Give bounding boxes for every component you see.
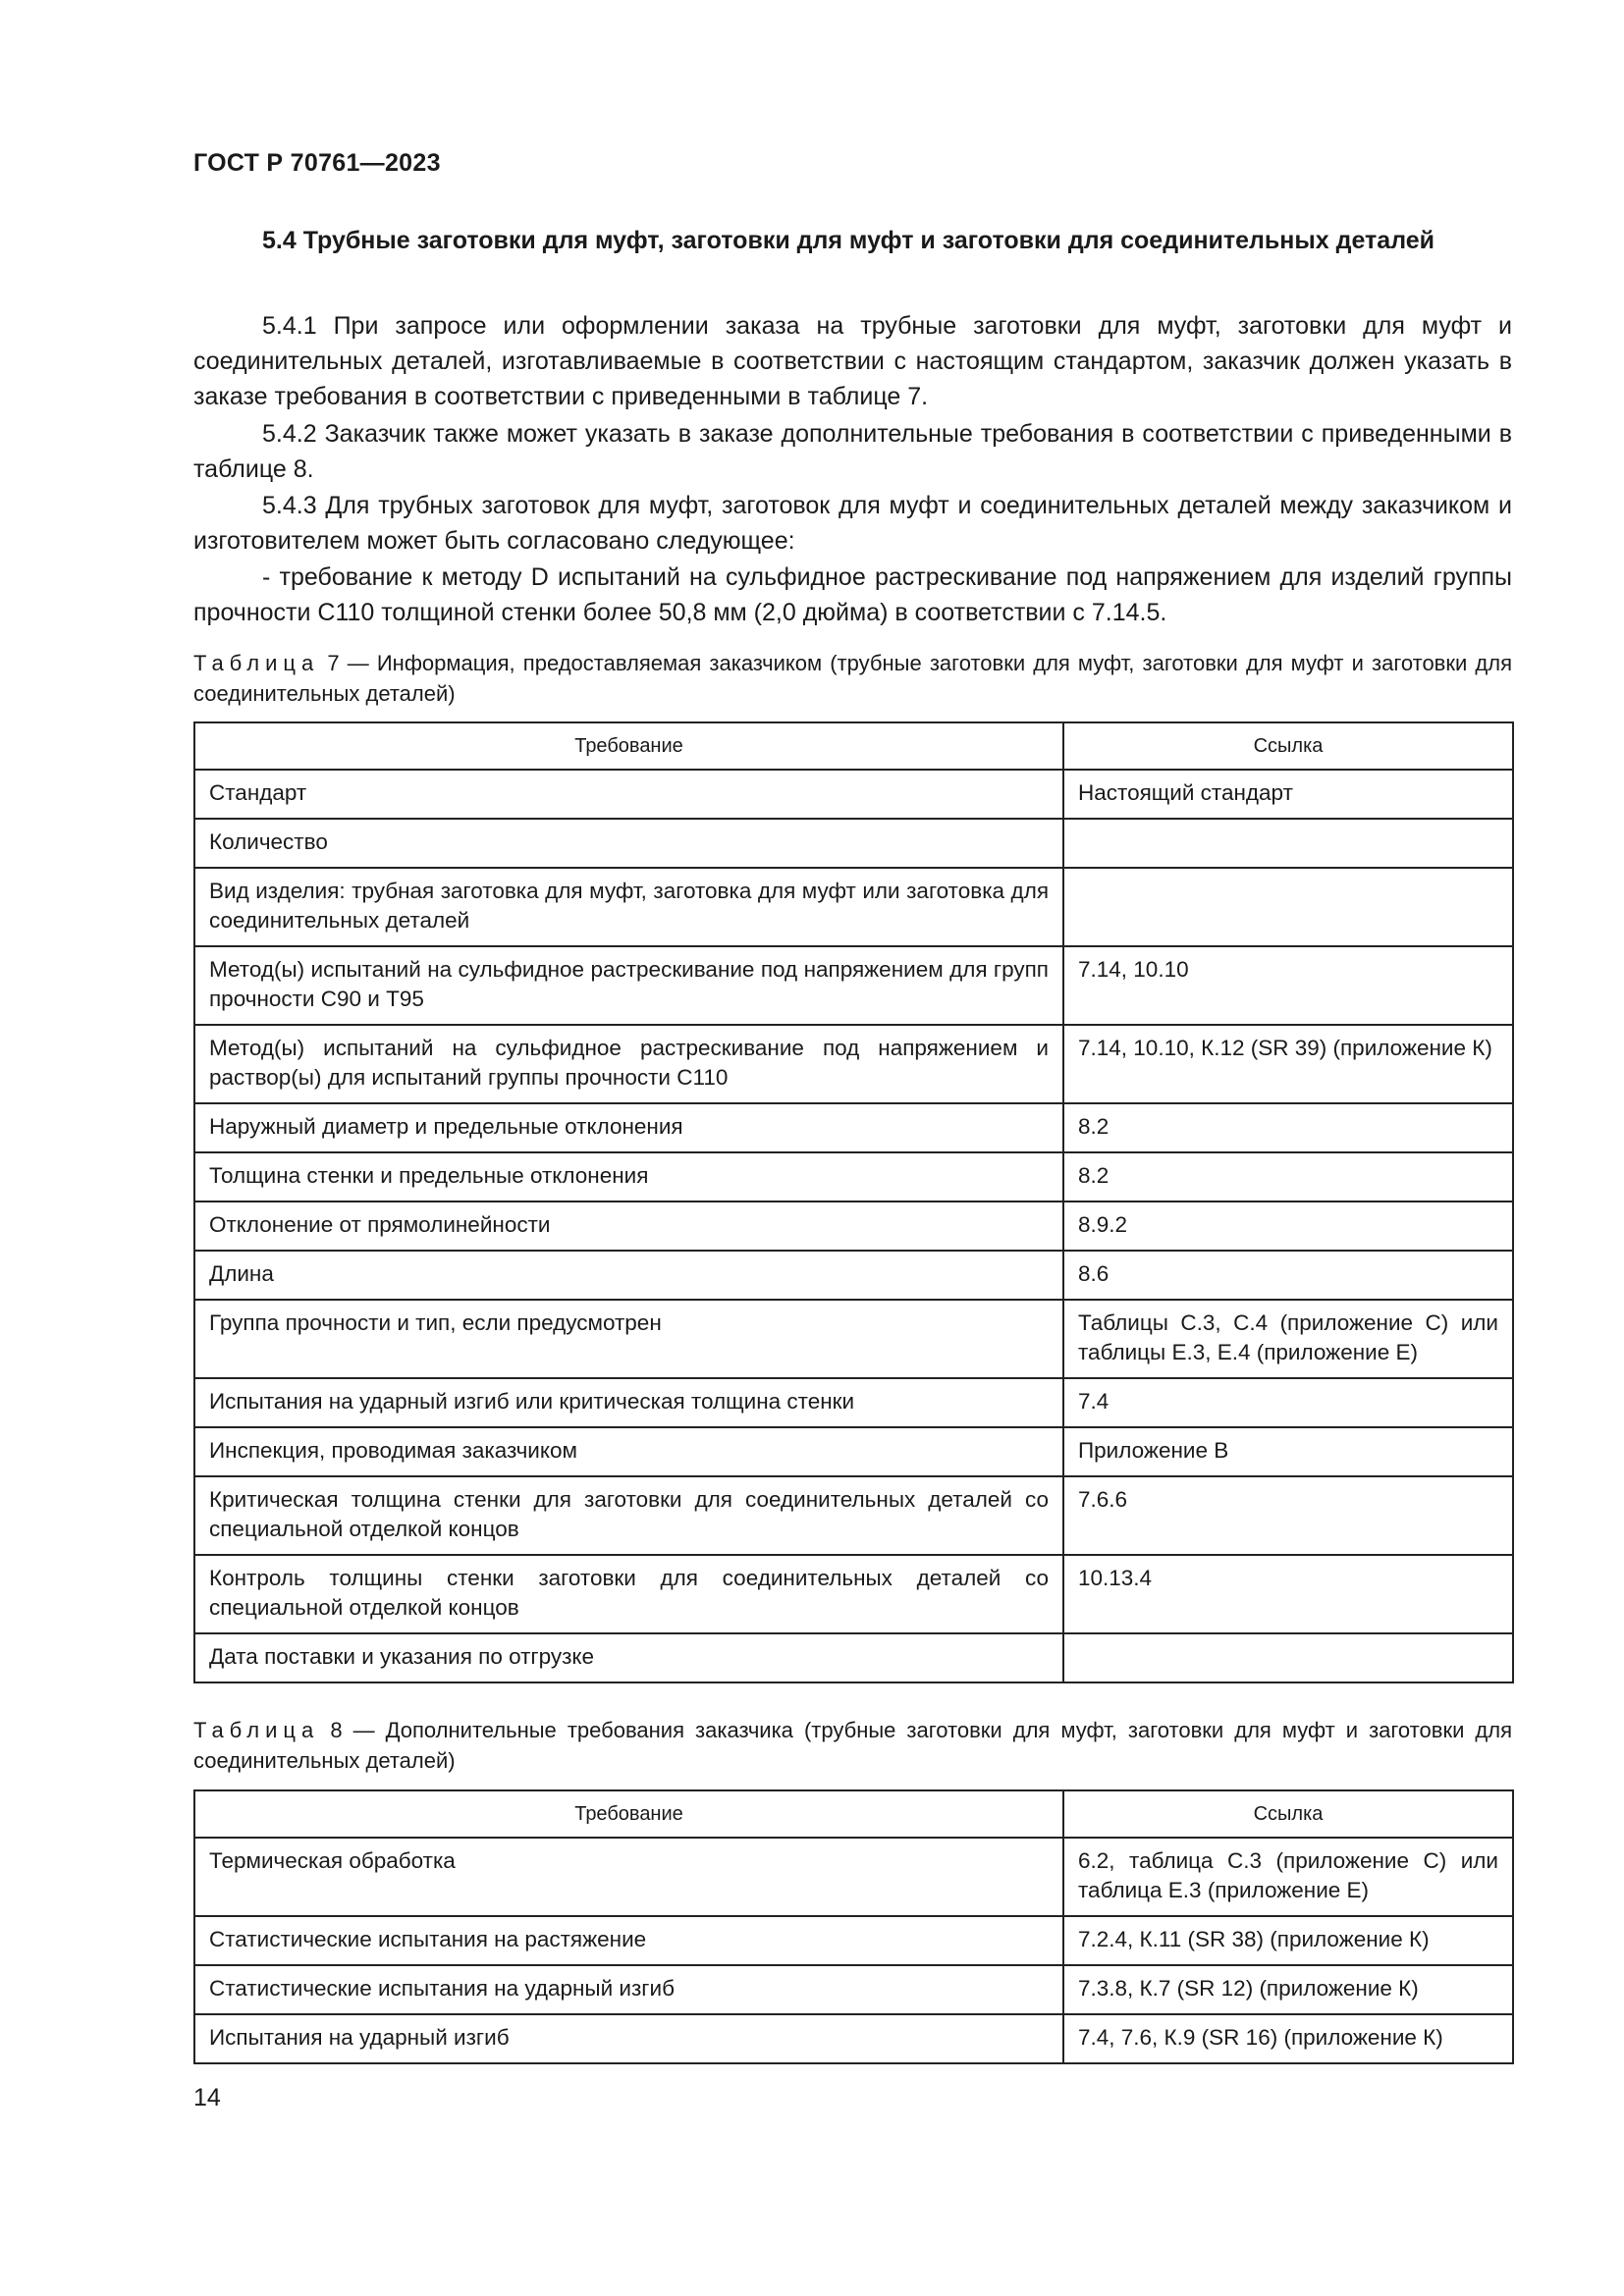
reference-cell: 8.2: [1063, 1103, 1513, 1152]
header-reference: Ссылка: [1063, 722, 1513, 770]
requirement-cell: Отклонение от прямолинейности: [194, 1201, 1063, 1251]
reference-cell: [1063, 819, 1513, 868]
reference-cell: 7.2.4, К.11 (SR 38) (приложение К): [1063, 1916, 1513, 1965]
requirement-cell: Метод(ы) испытаний на сульфидное растрескивание под напряжением и раствор(ы) для испытаний группы прочности С110: [194, 1025, 1063, 1103]
table8-caption-label: Таблица: [193, 1718, 320, 1742]
reference-cell: 7.6.6: [1063, 1476, 1513, 1555]
table-row: [194, 770, 1513, 819]
table-row: [194, 1838, 1513, 1916]
requirement-cell: Статистические испытания на ударный изгиб: [194, 1965, 1063, 2014]
reference-cell: 8.9.2: [1063, 1201, 1513, 1251]
paragraph-list-item: - требование к методу D испытаний на сульфидное растрескивание под напряжением для изделий группы прочности С110 толщиной стенки более 50,8 мм (2,0 дюйма) в соответствии с 7.14.5.: [193, 563, 1512, 626]
table-header-row: [194, 722, 1513, 770]
requirement-cell: Испытания на ударный изгиб или критическая толщина стенки: [194, 1378, 1063, 1427]
requirement-cell: Контроль толщины стенки заготовки для соединительных деталей со специальной отделкой концов: [194, 1555, 1063, 1633]
table-row: [194, 1916, 1513, 1965]
table-row: [194, 1152, 1513, 1201]
table-row: [194, 1201, 1513, 1251]
table-7: [193, 721, 1514, 1683]
reference-cell: 7.14, 10.10, К.12 (SR 39) (приложение К): [1063, 1025, 1513, 1103]
reference-cell: 8.6: [1063, 1251, 1513, 1300]
reference-cell: Таблицы С.3, С.4 (приложение С) или таблицы Е.3, Е.4 (приложение Е): [1063, 1300, 1513, 1378]
reference-cell: 7.4: [1063, 1378, 1513, 1427]
requirement-cell: Количество: [194, 819, 1063, 868]
table-row: [194, 1300, 1513, 1378]
table-row: [194, 1103, 1513, 1152]
table-row: [194, 1965, 1513, 2014]
reference-cell: 6.2, таблица С.3 (приложение С) или таблица Е.3 (приложение Е): [1063, 1838, 1513, 1916]
section-heading: 5.4 Трубные заготовки для муфт, заготовки для муфт и заготовки для соединительных деталей: [262, 227, 1435, 254]
reference-cell: 7.3.8, К.7 (SR 12) (приложение К): [1063, 1965, 1513, 2014]
table7-caption-text: 7 — Информация, предоставляемая заказчиком (трубные заготовки для муфт, заготовки для муфт и заготовки для соединительных деталей): [193, 651, 1512, 706]
table-row: [194, 1476, 1513, 1555]
reference-cell: [1063, 1633, 1513, 1682]
requirement-cell: Испытания на ударный изгиб: [194, 2014, 1063, 2063]
table-row: [194, 2014, 1513, 2063]
requirement-cell: Стандарт: [194, 770, 1063, 819]
reference-cell: 8.2: [1063, 1152, 1513, 1201]
table-header-row: [194, 1790, 1513, 1838]
table-row: [194, 1427, 1513, 1476]
header-requirement: Требование: [194, 722, 1063, 770]
requirement-cell: Дата поставки и указания по отгрузке: [194, 1633, 1063, 1682]
reference-cell: Настоящий стандарт: [1063, 770, 1513, 819]
requirement-cell: Метод(ы) испытаний на сульфидное растрескивание под напряжением для групп прочности С90 и Т95: [194, 946, 1063, 1025]
table-row: [194, 1633, 1513, 1682]
reference-cell: [1063, 868, 1513, 946]
requirement-cell: Группа прочности и тип, если предусмотрен: [194, 1300, 1063, 1378]
reference-cell: 7.14, 10.10: [1063, 946, 1513, 1025]
document-id: ГОСТ Р 70761—2023: [193, 149, 441, 177]
requirement-cell: Длина: [194, 1251, 1063, 1300]
header-requirement: Требование: [194, 1790, 1063, 1838]
table-row: [194, 1378, 1513, 1427]
paragraph-5-4-3: 5.4.3 Для трубных заготовок для муфт, заготовок для муфт и соединительных деталей между заказчиком и изготовителем может быть согласовано следующее:: [193, 492, 1512, 555]
paragraph-5-4-2: 5.4.2 Заказчик также может указать в заказе дополнительные требования в соответствии с приведенными в таблице 8.: [193, 420, 1512, 483]
reference-cell: 7.4, 7.6, К.9 (SR 16) (приложение К): [1063, 2014, 1513, 2063]
header-reference: Ссылка: [1063, 1790, 1513, 1838]
table8-caption-text: 8 — Дополнительные требования заказчика (трубные заготовки для муфт, заготовки для муфт и заготовки для соединительных деталей): [193, 1718, 1512, 1773]
requirement-cell: Критическая толщина стенки для заготовки для соединительных деталей со специальной отделкой концов: [194, 1476, 1063, 1555]
table-row: [194, 1555, 1513, 1633]
requirement-cell: Статистические испытания на растяжение: [194, 1916, 1063, 1965]
table-row: [194, 946, 1513, 1025]
page-number: 14: [193, 2084, 221, 2111]
reference-cell: 10.13.4: [1063, 1555, 1513, 1633]
table-row: [194, 1251, 1513, 1300]
requirement-cell: Инспекция, проводимая заказчиком: [194, 1427, 1063, 1476]
table7-caption-label: Таблица: [193, 651, 320, 675]
requirement-cell: Наружный диаметр и предельные отклонения: [194, 1103, 1063, 1152]
requirement-cell: Термическая обработка: [194, 1838, 1063, 1916]
requirement-cell: Толщина стенки и предельные отклонения: [194, 1152, 1063, 1201]
requirement-cell: Вид изделия: трубная заготовка для муфт, заготовка для муфт или заготовка для соединительных деталей: [194, 868, 1063, 946]
paragraph-5-4-1: 5.4.1 При запросе или оформлении заказа на трубные заготовки для муфт, заготовки для муфт и соединительных деталей, изготавливаемые в соответствии с настоящим стандартом, заказчик должен указать в заказе требования в соответствии с приведенными в таблице 7.: [193, 312, 1512, 410]
table-row: [194, 819, 1513, 868]
table-row: [194, 1025, 1513, 1103]
table-8: [193, 1789, 1514, 2064]
table-row: [194, 868, 1513, 946]
table8-caption: [193, 1715, 1512, 1776]
reference-cell: Приложение В: [1063, 1427, 1513, 1476]
table7-caption: [193, 648, 1512, 709]
